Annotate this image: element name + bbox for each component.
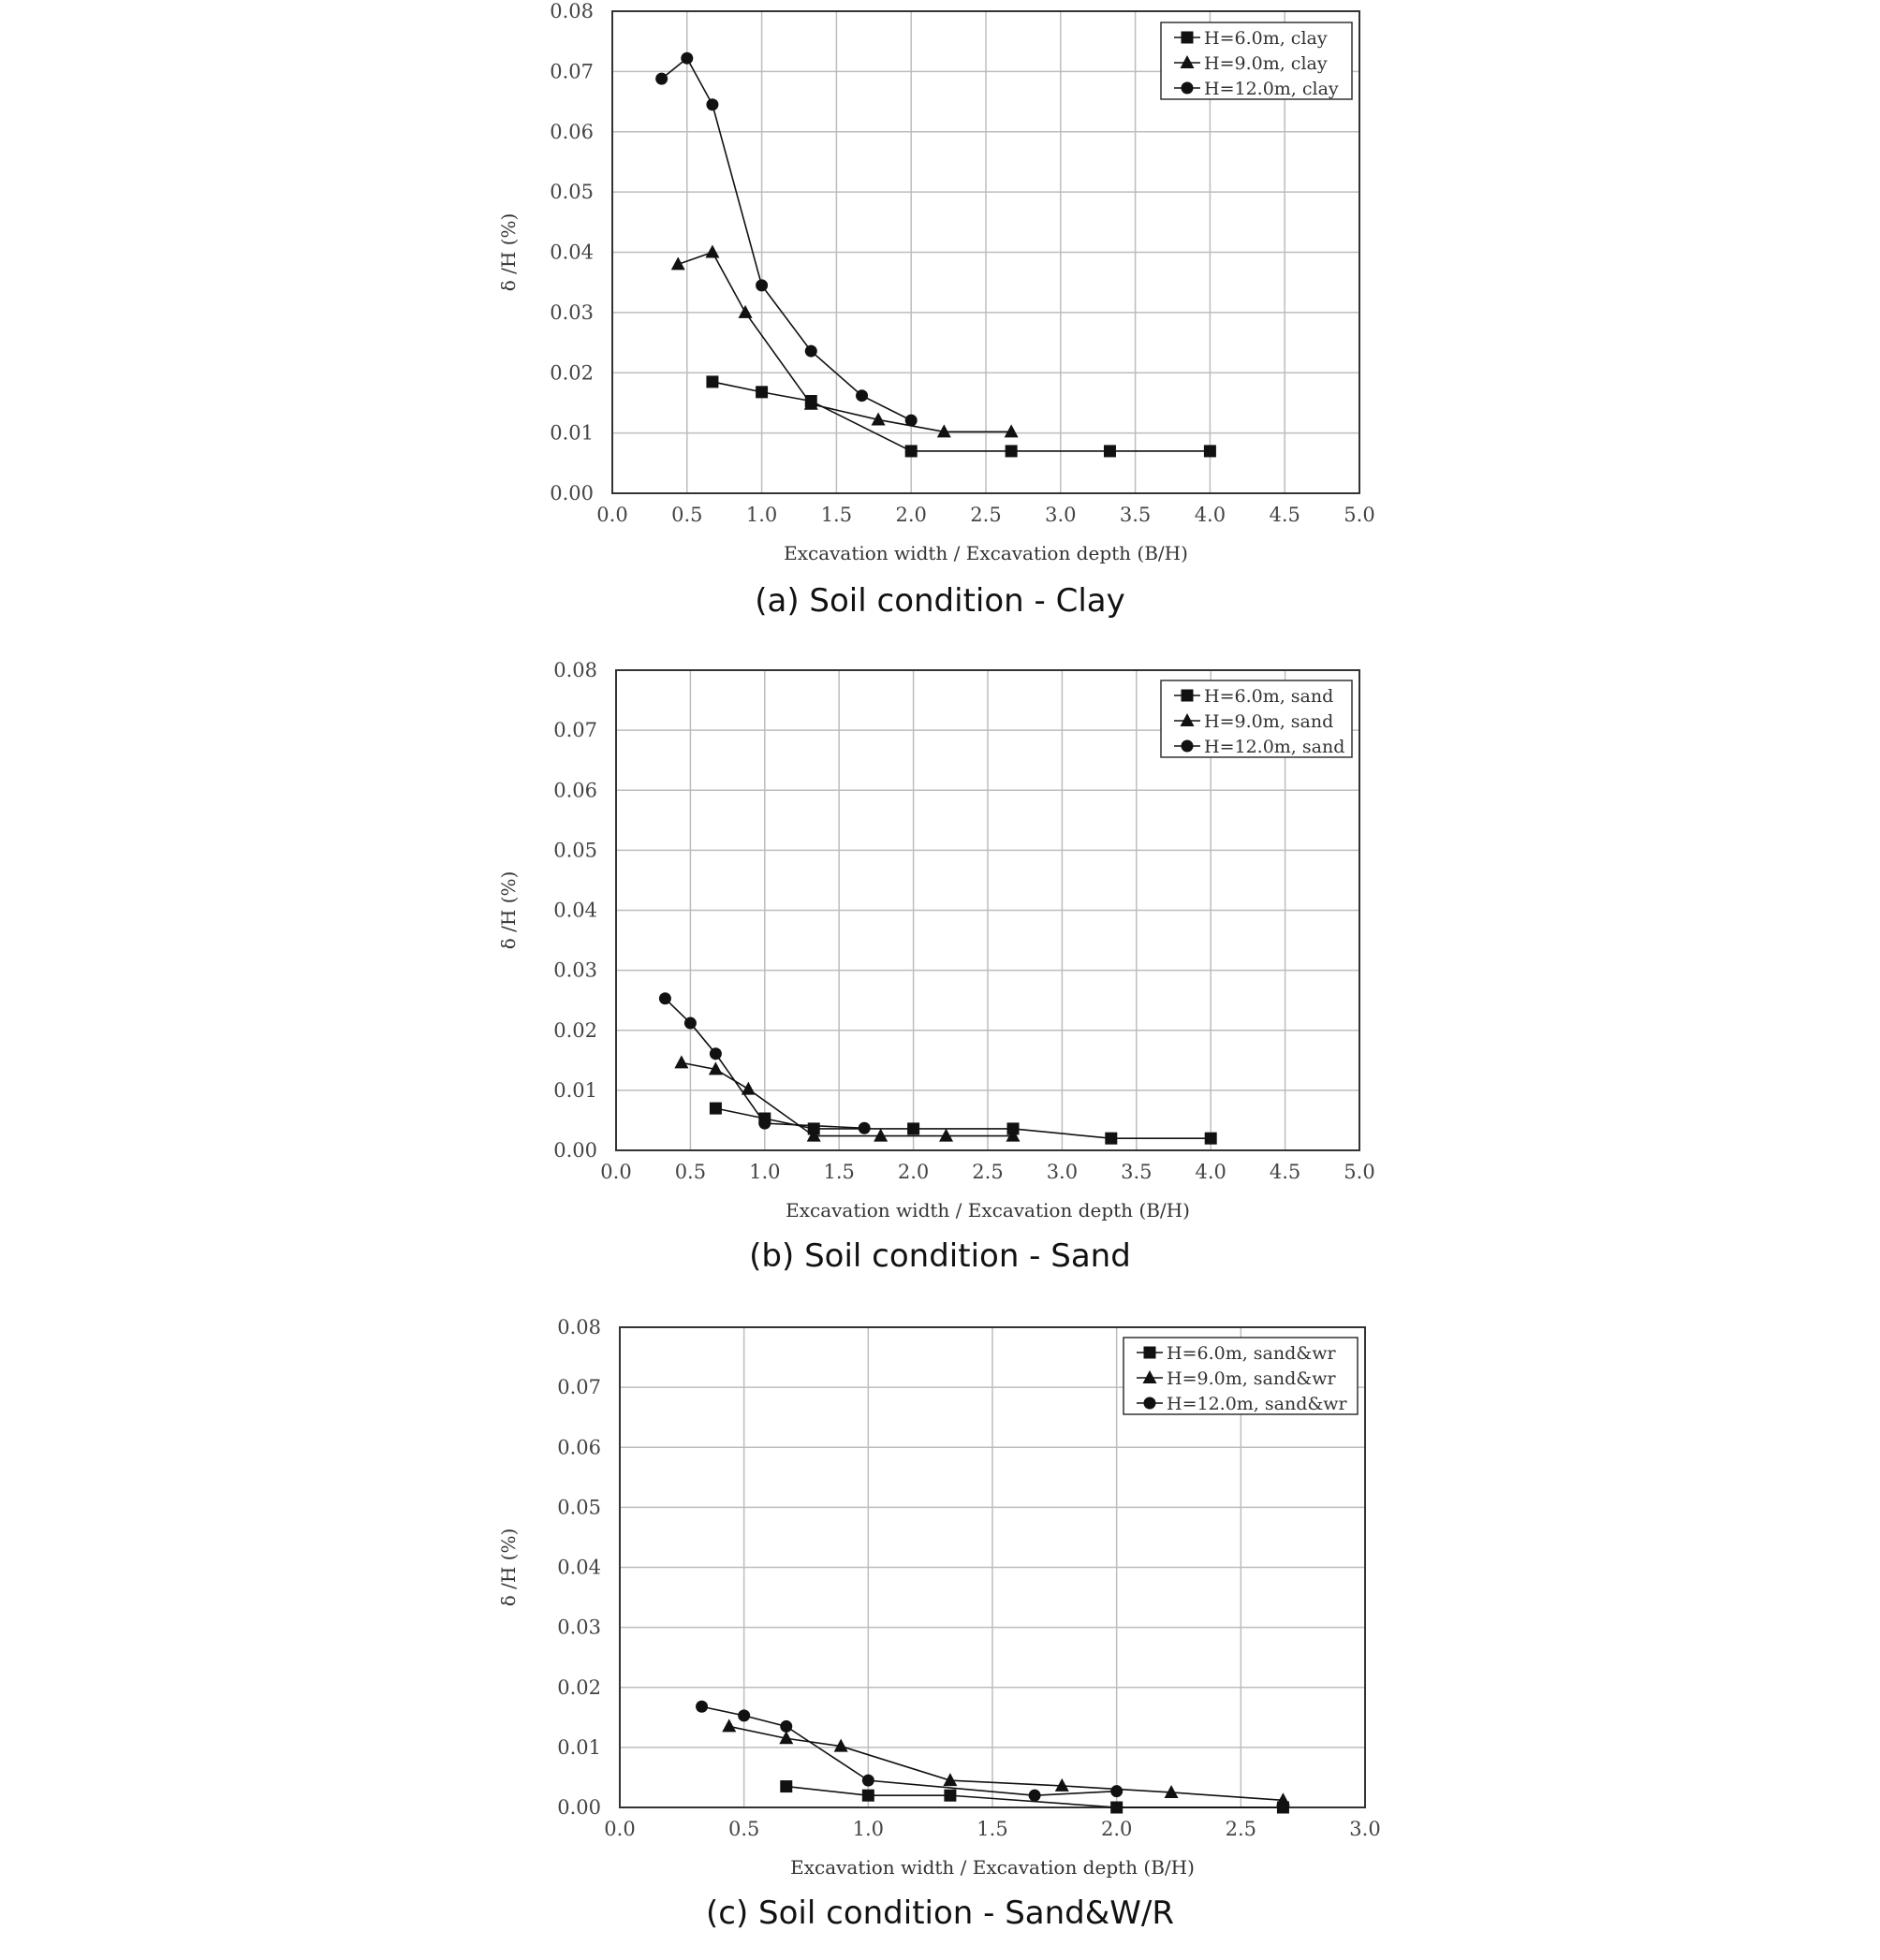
x-tick-label: 0.0	[600, 1161, 632, 1183]
y-tick-label: 0.00	[550, 482, 594, 505]
data-point-circle	[738, 1709, 750, 1721]
legend-label: H=9.0m, clay	[1204, 53, 1328, 74]
series-square	[706, 375, 1215, 457]
legend-label: H=12.0m, clay	[1204, 79, 1339, 99]
y-axis-title: δ /H (%)	[497, 1528, 520, 1607]
y-tick-label: 0.05	[553, 839, 597, 862]
data-point-square	[905, 445, 918, 457]
chart-svg	[0, 0, 1880, 646]
x-tick-label: 2.0	[895, 504, 927, 526]
data-point-circle	[1029, 1790, 1041, 1802]
data-point-circle	[684, 1017, 697, 1030]
x-tick-label: 3.0	[1046, 1161, 1079, 1183]
legend-label: H=6.0m, sand&wr	[1167, 1343, 1336, 1364]
y-tick-label: 0.01	[553, 1078, 597, 1102]
legend-marker-square	[1144, 1347, 1156, 1359]
data-point-circle	[905, 415, 918, 427]
data-point-circle	[780, 1720, 792, 1733]
data-point-circle	[706, 98, 718, 110]
data-point-square	[706, 375, 718, 388]
data-point-triangle	[939, 1129, 953, 1142]
y-tick-label: 0.03	[550, 300, 594, 324]
data-point-circle	[710, 1047, 722, 1060]
legend	[1161, 680, 1352, 757]
chart-caption: (c) Soil condition - Sand&W/R	[706, 1894, 1174, 1932]
y-tick-label: 0.01	[557, 1735, 601, 1759]
chart-panel-3	[0, 1314, 1880, 1960]
chart-svg	[0, 657, 1880, 1303]
x-axis-title: Excavation width / Excavation depth (B/H)	[786, 1199, 1190, 1221]
data-point-triangle	[874, 1129, 888, 1142]
y-tick-label: 0.06	[553, 779, 597, 802]
x-tick-label: 1.5	[820, 504, 853, 526]
legend	[1124, 1338, 1358, 1414]
data-point-square	[862, 1790, 874, 1802]
y-tick-label: 0.08	[553, 659, 597, 681]
data-point-square	[1204, 445, 1216, 457]
series-line	[678, 253, 1011, 432]
x-tick-label: 3.5	[1119, 504, 1152, 526]
data-point-circle	[805, 345, 817, 358]
data-point-circle	[856, 389, 868, 402]
data-point-circle	[758, 1118, 771, 1130]
y-tick-label: 0.00	[557, 1796, 601, 1819]
chart-caption: (a) Soil condition - Clay	[755, 582, 1125, 620]
y-tick-label: 0.02	[550, 361, 594, 385]
x-tick-label: 4.5	[1269, 504, 1300, 526]
data-point-square	[1006, 445, 1018, 457]
x-tick-label: 3.0	[1045, 504, 1077, 526]
y-axis-title: δ /H (%)	[497, 870, 520, 950]
y-tick-label: 0.02	[553, 1018, 597, 1042]
chart-svg	[0, 1314, 1880, 1960]
x-tick-label: 4.0	[1194, 504, 1226, 526]
data-point-circle	[681, 52, 693, 65]
y-axis-title: δ /H (%)	[497, 212, 520, 292]
series-triangle	[671, 245, 1019, 438]
x-tick-label: 5.0	[1344, 504, 1375, 526]
x-tick-label: 2.0	[897, 1161, 930, 1183]
legend-marker-square	[1182, 32, 1194, 44]
data-point-circle	[655, 73, 668, 85]
legend-marker-circle	[1144, 1397, 1156, 1410]
series-line	[682, 1062, 1013, 1135]
y-tick-label: 0.04	[553, 899, 597, 922]
data-point-circle	[862, 1775, 874, 1787]
y-tick-label: 0.02	[557, 1675, 601, 1699]
data-point-circle	[1110, 1785, 1123, 1797]
legend-label: H=6.0m, sand	[1204, 686, 1334, 707]
x-tick-label: 4.5	[1269, 1161, 1301, 1183]
x-tick-label: 3.0	[1349, 1818, 1381, 1840]
y-tick-label: 0.06	[557, 1436, 601, 1459]
x-axis-title: Excavation width / Excavation depth (B/H)	[784, 542, 1188, 564]
x-tick-label: 1.5	[977, 1818, 1008, 1840]
y-tick-label: 0.03	[553, 958, 597, 982]
x-tick-label: 2.0	[1100, 1818, 1133, 1840]
x-tick-label: 0.5	[674, 1161, 707, 1183]
data-point-square	[756, 386, 768, 398]
x-tick-label: 3.5	[1121, 1161, 1153, 1183]
series-line	[662, 58, 912, 420]
data-point-square	[1205, 1133, 1217, 1145]
legend-label: H=12.0m, sand&wr	[1167, 1394, 1347, 1414]
legend-label: H=6.0m, clay	[1204, 28, 1328, 49]
data-point-square	[1105, 1133, 1117, 1145]
y-tick-label: 0.07	[550, 60, 594, 83]
data-point-square	[710, 1103, 722, 1115]
x-tick-label: 0.5	[671, 504, 703, 526]
legend-marker-circle	[1182, 740, 1194, 753]
x-tick-label: 0.0	[604, 1818, 636, 1840]
y-tick-label: 0.06	[550, 120, 594, 143]
y-tick-label: 0.07	[553, 719, 597, 742]
data-point-square	[944, 1790, 956, 1802]
data-point-square	[1104, 445, 1116, 457]
y-tick-label: 0.05	[557, 1496, 601, 1519]
x-tick-label: 1.0	[749, 1161, 781, 1183]
chart-panel-1	[0, 0, 1880, 646]
x-tick-label: 1.0	[852, 1818, 885, 1840]
x-tick-label: 5.0	[1344, 1161, 1375, 1183]
x-axis-title: Excavation width / Excavation depth (B/H)	[790, 1856, 1195, 1879]
data-point-square	[780, 1780, 792, 1792]
data-point-triangle	[705, 245, 719, 258]
y-tick-label: 0.07	[557, 1376, 601, 1399]
x-tick-label: 4.0	[1195, 1161, 1226, 1183]
x-tick-label: 2.5	[972, 1161, 1004, 1183]
data-point-circle	[659, 992, 671, 1004]
x-tick-label: 0.5	[727, 1818, 760, 1840]
legend-label: H=9.0m, sand&wr	[1167, 1368, 1336, 1389]
data-point-triangle	[722, 1719, 736, 1732]
y-tick-label: 0.00	[553, 1139, 597, 1162]
x-tick-label: 0.0	[596, 504, 628, 526]
x-tick-label: 2.5	[970, 504, 1002, 526]
series-square	[710, 1103, 1217, 1145]
legend-marker-square	[1182, 690, 1194, 702]
y-tick-label: 0.04	[557, 1556, 601, 1579]
data-point-circle	[859, 1122, 871, 1134]
legend-label: H=9.0m, sand	[1204, 711, 1334, 732]
chart-panel-2	[0, 657, 1880, 1303]
x-tick-label: 1.5	[823, 1161, 855, 1183]
x-tick-label: 1.0	[745, 504, 778, 526]
y-tick-label: 0.03	[557, 1616, 601, 1639]
legend-marker-circle	[1182, 82, 1194, 95]
y-tick-label: 0.08	[557, 1316, 601, 1338]
y-tick-label: 0.01	[550, 421, 594, 445]
y-tick-label: 0.05	[550, 181, 594, 204]
x-tick-label: 2.5	[1225, 1818, 1257, 1840]
data-point-triangle	[674, 1055, 688, 1068]
legend	[1161, 22, 1352, 99]
chart-caption: (b) Soil condition - Sand	[749, 1237, 1131, 1275]
data-point-triangle	[1005, 424, 1019, 437]
y-tick-label: 0.04	[550, 241, 594, 264]
y-tick-label: 0.08	[550, 0, 594, 22]
data-point-triangle	[739, 305, 753, 318]
series-line	[702, 1706, 1117, 1795]
data-point-square	[907, 1122, 919, 1134]
data-point-square	[1110, 1802, 1123, 1814]
data-point-circle	[756, 279, 768, 291]
data-point-circle	[696, 1701, 708, 1713]
legend-label: H=12.0m, sand	[1204, 737, 1345, 757]
